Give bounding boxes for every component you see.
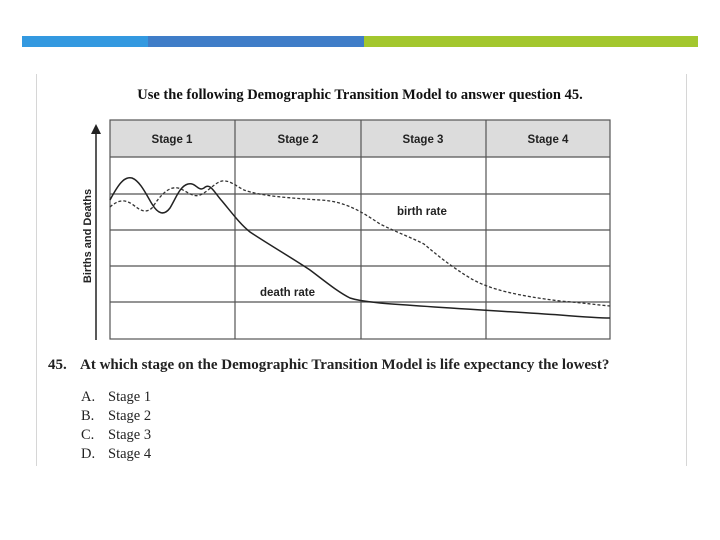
answer-option-b[interactable] xyxy=(81,408,151,427)
answer-option-a[interactable] xyxy=(81,389,151,408)
stage-2-label: Stage 2 xyxy=(277,134,319,146)
answer-option-c[interactable] xyxy=(81,427,151,446)
question-text: At which stage on the Demographic Transition Model is life expectancy the lowest? xyxy=(80,357,610,373)
birth-rate-label: birth rate xyxy=(397,206,447,218)
answer-letter: B. xyxy=(81,408,95,424)
answer-text: Stage 2 xyxy=(108,408,152,424)
worksheet-heading: Use the following Demographic Transition Model to answer question 45. xyxy=(137,87,583,103)
birth-rate-curve xyxy=(110,181,610,306)
answer-letter: C. xyxy=(81,427,95,443)
answer-text: Stage 1 xyxy=(108,389,152,405)
stage-1-label: Stage 1 xyxy=(151,134,193,146)
answer-letter: A. xyxy=(81,389,96,405)
answer-text: Stage 4 xyxy=(108,446,152,462)
answer-text: Stage 3 xyxy=(108,427,152,443)
question-number: 45. xyxy=(48,357,67,373)
answer-option-d[interactable] xyxy=(81,446,151,465)
y-axis-arrowhead xyxy=(91,124,101,134)
death-rate-label: death rate xyxy=(260,287,315,299)
stage-3-label: Stage 3 xyxy=(402,134,444,146)
answer-options xyxy=(81,389,151,465)
answer-letter: D. xyxy=(81,446,96,462)
stage-4-label: Stage 4 xyxy=(527,134,569,146)
question-45 xyxy=(48,357,609,374)
